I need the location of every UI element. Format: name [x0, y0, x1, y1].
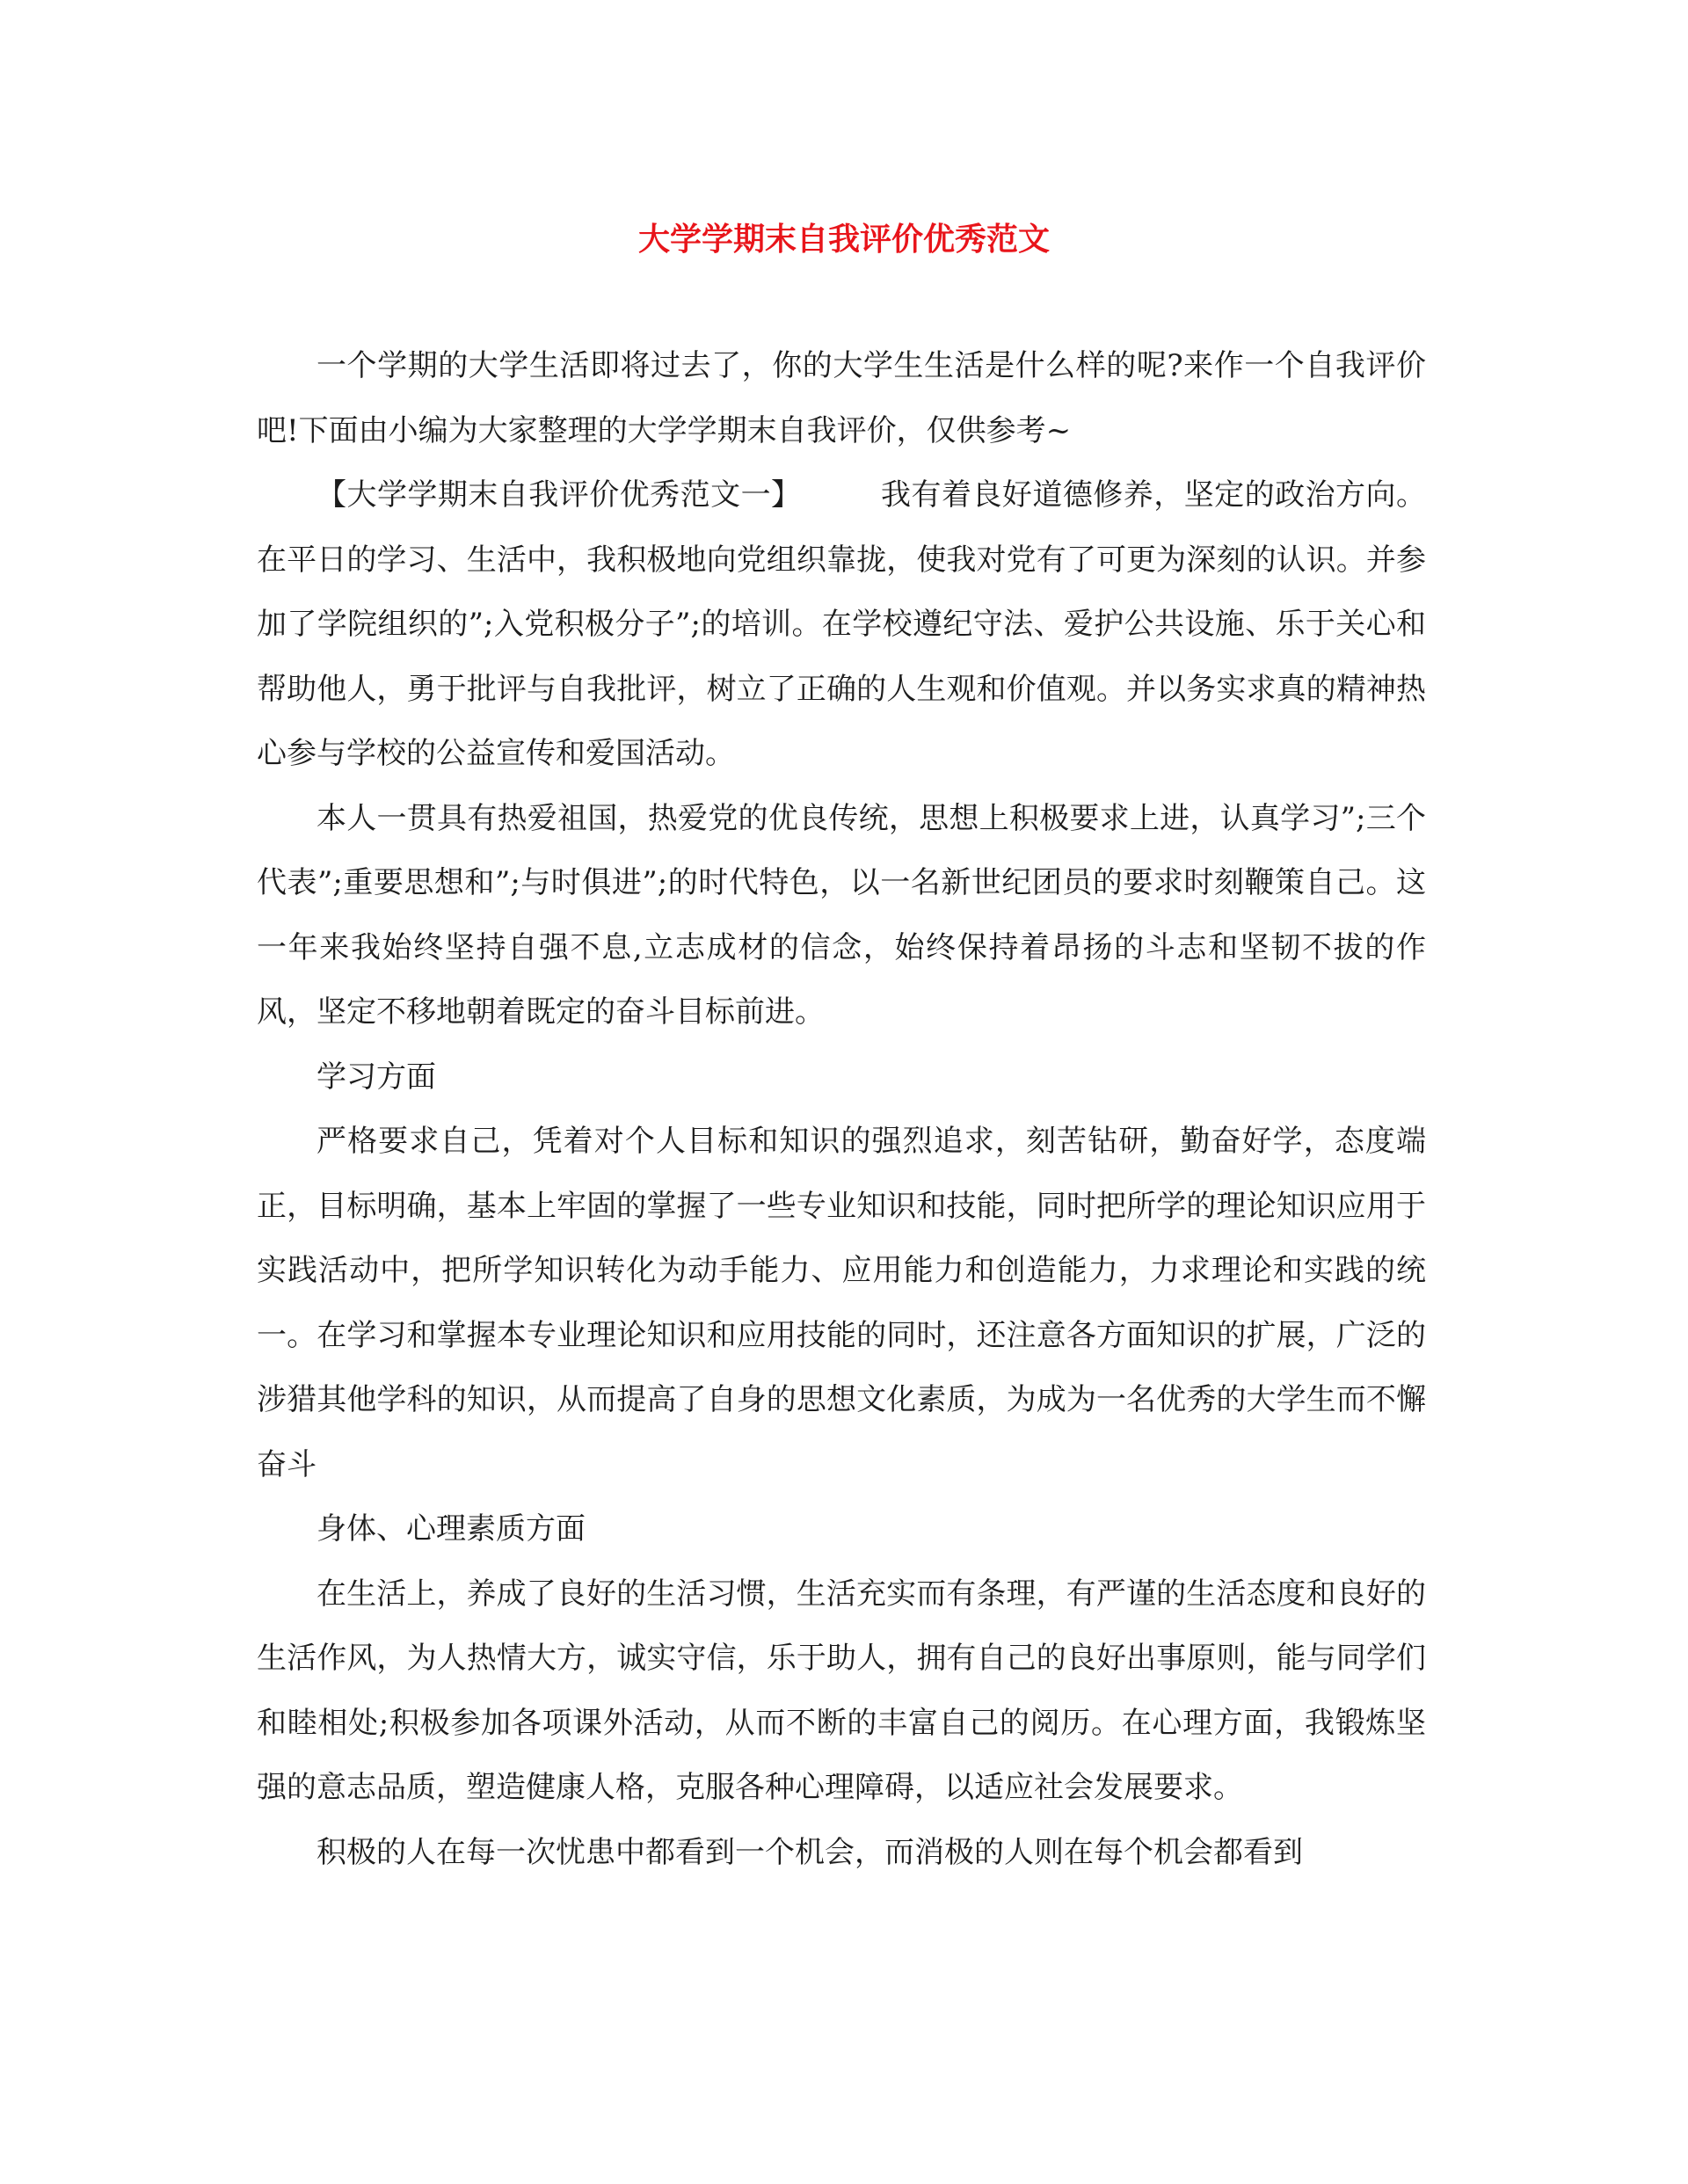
closing-paragraph: 积极的人在每一次忧患中都看到一个机会，而消极的人则在每个机会都看到: [316, 1834, 1303, 1870]
patriotism-paragraph: 本人一贯具有热爱祖国，热爱党的优良传统，思想上积极要求上进，认真学习”;三个代表”;重要思想和”;与时俱进”;的时代特色，以一名新世纪团员的要求时刻鞭策自己。这一年来我始终坚持自强不息,立志成材的信念，始终保持着昂扬的斗志和坚韧不拔的作风，坚定不移地朝着既定的奋斗目标前进。: [257, 800, 1426, 1030]
section-one-body: 我有着良好道德修养，坚定的政治方向。在平日的学习、生活中，我积极地向党组织靠拢，使我对党有了可更为深刻的认识。并参加了学院组织的”;入党积极分子”;的培训。在学校遵纪守法、爱护公共设施、乐于关心和帮助他人，勇于批评与自我批评，树立了正确的人生观和价值观。并以务实求真的精神热心参与学校的公益宣传和爱国活动。: [257, 477, 1427, 771]
section-one-paragraph: [257, 463, 1426, 787]
study-paragraph: 严格要求自己，凭着对个人目标和知识的强烈追求，刻苦钻研，勤奋好学，态度端正，目标明确，基本上牢固的掌握了一些专业知识和技能，同时把所学的理论知识应用于实践活动中，把所学知识转化为动手能力、应用能力和创造能力，力求理论和实践的统一。在学习和掌握本专业理论知识和应用技能的同时，还注意各方面知识的扩展，广泛的涉猎其他学科的知识，从而提高了自身的思想文化素质，为成为一名优秀的大学生而不懈奋斗: [257, 1124, 1426, 1482]
section-one-label: 【大学学期末自我评价优秀范文一】: [316, 477, 802, 513]
document-body: [257, 334, 1426, 1885]
intro-paragraph: 一个学期的大学生活即将过去了，你的大学生生活是什么样的呢?来作一个自我评价吧!下面由小编为大家整理的大学学期末自我评价，仅供参考~: [257, 348, 1426, 448]
body-mind-heading: 身体、心理素质方面: [316, 1511, 586, 1547]
document-title: 大学学期末自我评价优秀范文: [637, 221, 1050, 258]
study-heading: 学习方面: [316, 1059, 436, 1095]
body-mind-paragraph: 在生活上，养成了良好的生活习惯，生活充实而有条理，有严谨的生活态度和良好的生活作风，为人热情大方，诚实守信，乐于助人，拥有自己的良好出事原则，能与同学们和睦相处;积极参加各项课外活动，从而不断的丰富自己的阅历。在心理方面，我锻炼坚强的意志品质，塑造健康人格，克服各种心理障碍，以适应社会发展要求。: [257, 1576, 1426, 1805]
